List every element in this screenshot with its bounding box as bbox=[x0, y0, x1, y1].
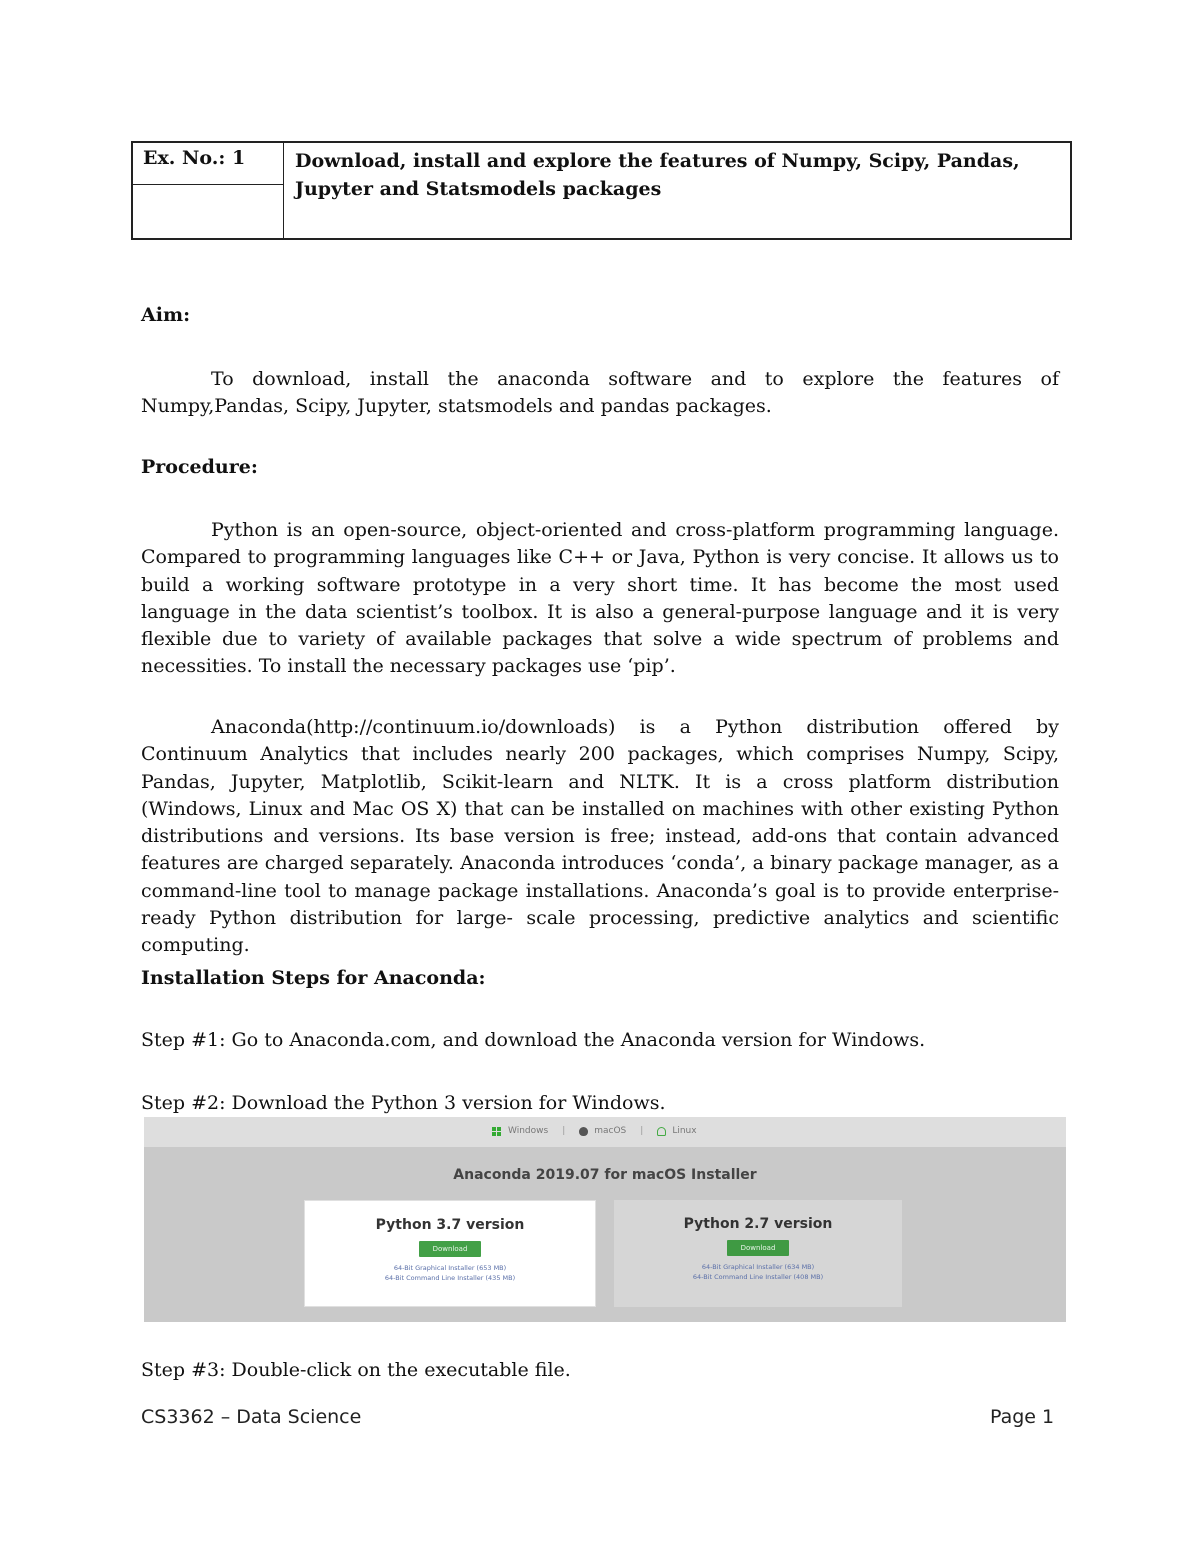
tab-separator: | bbox=[640, 1126, 644, 1136]
apple-icon bbox=[579, 1127, 588, 1136]
installation-heading: Installation Steps for Anaconda: bbox=[141, 967, 486, 989]
step-3: Step #3: Double-click on the executable file. bbox=[141, 1359, 571, 1381]
header-table bbox=[131, 141, 1072, 240]
exercise-number: Ex. No.: 1 bbox=[143, 147, 246, 169]
windows-icon bbox=[492, 1127, 502, 1136]
download-button: Download bbox=[419, 1241, 481, 1257]
footer-page-number: Page 1 bbox=[990, 1406, 1055, 1428]
tab-macos: macOS bbox=[579, 1126, 626, 1136]
aim-heading: Aim: bbox=[141, 304, 191, 326]
tab-linux: Linux bbox=[657, 1126, 696, 1136]
table-divider bbox=[283, 143, 284, 238]
anaconda-download-screenshot bbox=[144, 1117, 1066, 1322]
card-title: Python 2.7 version bbox=[683, 1216, 833, 1232]
installer-title: Anaconda 2019.07 for macOS Installer bbox=[453, 1167, 757, 1183]
table-divider bbox=[133, 184, 284, 185]
card-title: Python 3.7 version bbox=[375, 1217, 525, 1233]
procedure-paragraph-1: Python is an open-source, object-oriented and cross-platform programming language. Compared to programming languages like C++ or Java, Python is very concise. It allows us to build a working software prototype in a very short time. It has become the most used language in the data scientist’s toolbox. It is also a general-purpose language and it is very flexible due to variety of available packages that solve a wide spectrum of problems and necessities. To install the necessary packages use ‘pip’. bbox=[141, 519, 1059, 678]
step-2: Step #2: Download the Python 3 version for Windows. bbox=[141, 1092, 666, 1114]
python-37-card bbox=[304, 1200, 596, 1307]
aim-text: To download, install the anaconda software and to explore the features of Numpy,Pandas, Scipy, Jupyter, statsmodels and pandas packages. bbox=[141, 368, 1059, 418]
tab-windows: Windows bbox=[492, 1126, 548, 1136]
step-1: Step #1: Go to Anaconda.com, and download the Anaconda version for Windows. bbox=[141, 1029, 926, 1051]
download-button: Download bbox=[727, 1240, 789, 1256]
procedure-heading: Procedure: bbox=[141, 456, 258, 478]
linux-icon bbox=[657, 1127, 666, 1136]
exercise-title: Download, install and explore the features of Numpy, Scipy, Pandas, Jupyter and Statsmodels packages bbox=[295, 150, 1020, 200]
command-line-installer-link: 64-Bit Command Line Installer (435 MB) bbox=[384, 1274, 516, 1282]
graphical-installer-link: 64-Bit Graphical Installer (634 MB) bbox=[701, 1263, 815, 1271]
command-line-installer-link: 64-Bit Command Line Installer (408 MB) bbox=[692, 1273, 824, 1281]
tab-separator: | bbox=[562, 1126, 566, 1136]
os-tab-bar bbox=[144, 1117, 1066, 1147]
graphical-installer-link: 64-Bit Graphical Installer (653 MB) bbox=[393, 1264, 507, 1272]
python-27-card bbox=[614, 1200, 902, 1307]
procedure-paragraph-2: Anaconda(http://continuum.io/downloads) is a Python distribution offered by Continuum Analytics that includes nearly 200 packages, which comprises Numpy, Scipy, Pandas, Jupyter, Matplotlib, Scikit-learn and NLTK. It is a cross platform distribution (Windows, Linux and Mac OS X) that can be installed on machines with other existing Python distributions and versions. Its base version is free; instead, add-ons that contain advanced features are charged separately. Anaconda introduces ‘conda’, a binary package manager, as a command-line tool to manage package installations. Anaconda’s goal is to provide enterprise-ready Python distribution for large- scale processing, predictive analytics and scientific computing. bbox=[141, 716, 1059, 957]
footer-course: CS3362 – Data Science bbox=[141, 1406, 362, 1428]
